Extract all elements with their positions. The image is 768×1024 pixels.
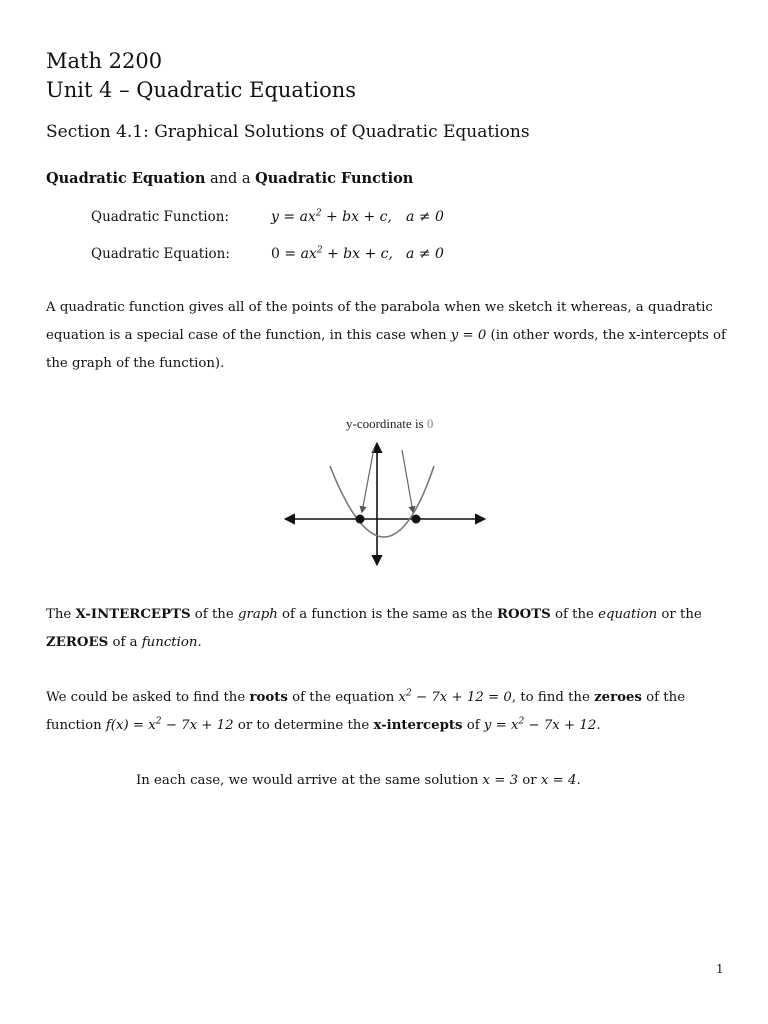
term-roots-lower: roots	[249, 690, 288, 705]
paragraph-text: or the	[657, 607, 702, 622]
definition-lhs: 0	[271, 246, 280, 262]
definition-equation-equation: $0 = ax^2$ + bx + c,	[271, 245, 393, 262]
paragraph-text: of the	[550, 607, 599, 622]
paragraph-explanation	[46, 294, 726, 378]
subheading-conjunction: and a	[205, 171, 256, 187]
inline-math-head: f(x) = x	[105, 718, 156, 733]
section-title: Section 4.1: Graphical Solutions of Quadratic Equations	[46, 122, 530, 142]
page-number: 1	[716, 962, 724, 976]
definition-condition-equation: a ≠ 0	[406, 246, 444, 262]
paragraph-text: .	[576, 773, 581, 788]
inline-math: $y = x^2 - 7x + 12$	[483, 716, 597, 733]
caption-zero: 0	[426, 416, 434, 431]
parabola-curve	[330, 466, 434, 537]
paragraph-text: , to find the	[511, 690, 595, 705]
parabola-figure	[276, 408, 492, 578]
subheading-function: Quadratic Function	[255, 170, 414, 187]
paragraph-example	[46, 684, 726, 740]
subheading	[46, 169, 413, 189]
inline-math-rest: − 7x + 12	[161, 718, 234, 733]
subheading-equation: Quadratic Equation	[46, 170, 206, 187]
paragraph-text: We could be asked to find the	[46, 690, 250, 705]
term-roots: ROOTS	[497, 607, 551, 622]
term-zeroes-lower: zeroes	[594, 690, 642, 705]
paragraph-text: of the	[190, 607, 238, 622]
term-function: function	[141, 635, 198, 650]
definition-condition-function: a ≠ 0	[406, 209, 444, 225]
solution-value-2: x = 4	[540, 773, 577, 788]
paragraph-text: .	[596, 718, 601, 733]
paragraph-text: A quadratic function gives all of the points of the parabola when we sketch it whereas, a quadratic equation is a special case of the function, in this case when	[46, 300, 713, 343]
x-intercept-point-right	[412, 515, 421, 524]
term-zeroes: ZEROES	[46, 635, 109, 650]
caption-text: y-coordinate is	[346, 416, 427, 431]
paragraph-text: or	[518, 773, 541, 788]
pointer-arrow-left	[362, 448, 374, 512]
term-graph: graph	[237, 607, 278, 622]
figure-caption	[346, 416, 433, 431]
paragraph-text: In each case, we would arrive at the same solution	[136, 773, 483, 788]
unit-title: Unit 4 – Quadratic Equations	[46, 78, 357, 102]
paragraph-text: .	[197, 635, 202, 650]
inline-math-head: y = x	[483, 718, 519, 733]
inline-math-rest: − 7x + 12 = 0	[415, 690, 512, 705]
inline-math: $f(x) = x^2 - 7x + 12$	[105, 716, 234, 733]
paragraph-solution	[136, 769, 581, 793]
paragraph-text: of the equation	[287, 690, 399, 705]
course-title: Math 2200	[46, 49, 163, 73]
paragraph-text: (in other words, the x-intercepts of the graph of the function).	[46, 328, 726, 371]
definition-label-function: Quadratic Function:	[91, 209, 229, 225]
definition-equation-function: $y = ax^2$ + bx + c,	[271, 208, 392, 225]
paragraph-text: of a	[108, 635, 142, 650]
paragraph-text: or to determine the	[233, 718, 374, 733]
term-equation: equation	[598, 607, 658, 622]
inline-math-rest: − 7x + 12	[524, 718, 597, 733]
definition-rest: + bx + c,	[321, 209, 392, 225]
term-x-intercepts: X-INTERCEPTS	[75, 607, 191, 622]
paragraph-text: of a function is the same as the	[277, 607, 497, 622]
term-x-intercepts-lower: x-intercepts	[373, 718, 463, 733]
inline-math: $x^2 - 7x + 12 = 0$	[398, 688, 512, 705]
solution-value-1: x = 3	[482, 773, 519, 788]
x-intercept-point-left	[356, 515, 365, 524]
inline-math: y = 0	[450, 328, 487, 343]
paragraph-text: of the function	[46, 690, 686, 733]
paragraph-text: of	[462, 718, 484, 733]
definition-lhs: y	[271, 209, 279, 225]
paragraph-text: The	[46, 607, 76, 622]
definition-label-equation: Quadratic Equation:	[91, 246, 230, 262]
definition-rest: + bx + c,	[322, 246, 393, 262]
paragraph-intercepts	[46, 601, 726, 657]
pointer-arrow-right	[402, 450, 413, 512]
